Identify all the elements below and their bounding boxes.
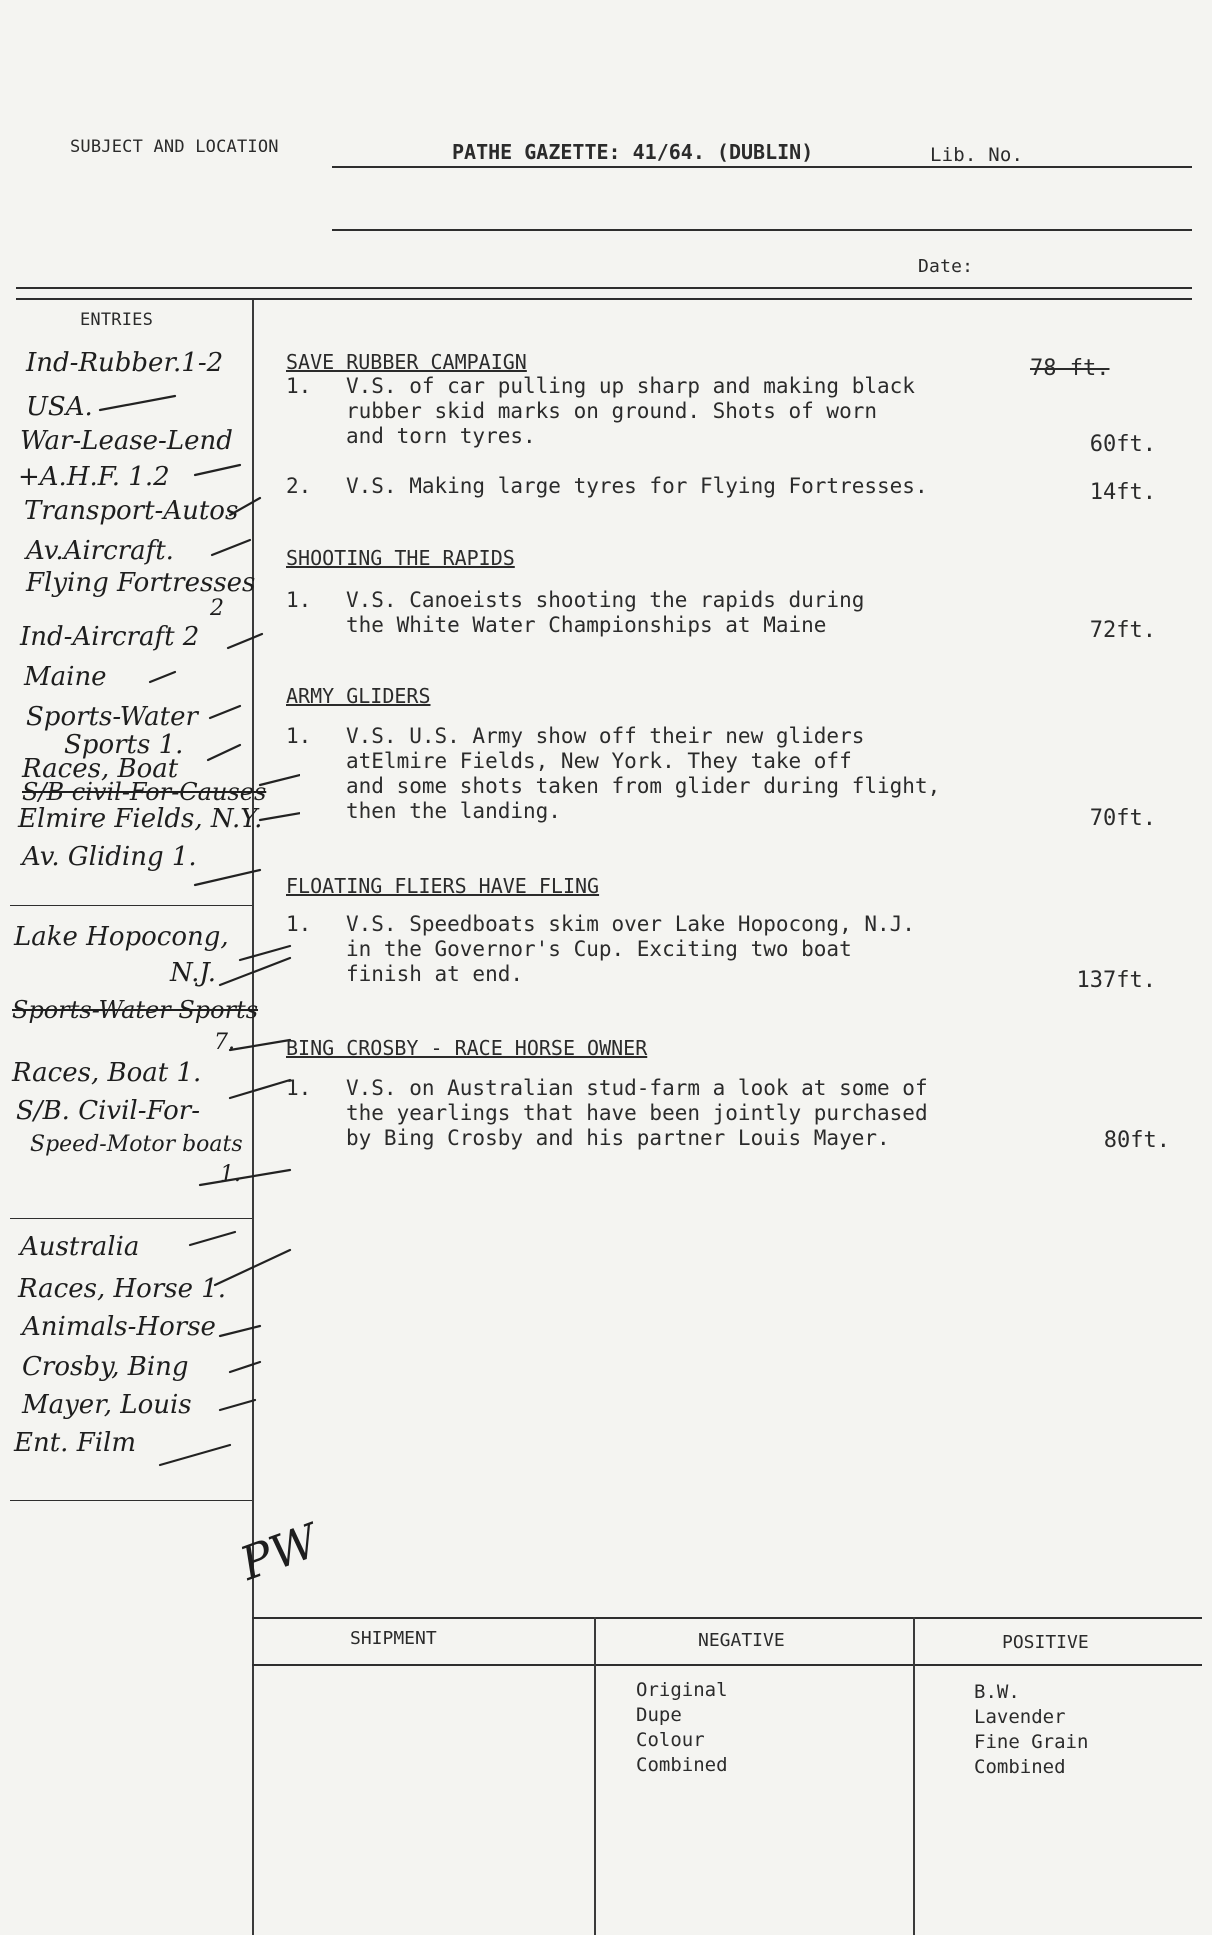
crossed-footage: 78 ft.	[1030, 356, 1110, 381]
item-length: 14ft.	[1089, 480, 1156, 505]
section-heading: FLOATING FLIERS HAVE FLING	[286, 874, 600, 898]
footer-divider-2	[913, 1617, 915, 1935]
footer-header-rule	[252, 1664, 1202, 1666]
item-description: V.S. of car pulling up sharp and making black rubber skid marks on ground. Shots of worn and torn tyres.	[346, 374, 915, 448]
item-length: 80ft.	[1103, 1128, 1170, 1153]
positive-option: Combined	[974, 1756, 1066, 1778]
lib-no-label: Lib. No.	[930, 144, 1024, 166]
negative-option: Dupe	[636, 1704, 682, 1726]
handwritten-entry: +A.H.F. 1.2	[18, 462, 170, 492]
handwritten-entry: Races, Boat	[22, 754, 179, 784]
negative-option: Original	[636, 1679, 728, 1701]
handwritten-entry: N.J.	[170, 958, 217, 988]
handwritten-entry: Av.Aircraft.	[26, 536, 174, 566]
handwritten-entry-struck: S/B civil-For-Causes	[22, 778, 267, 806]
positive-option: Fine Grain	[974, 1731, 1089, 1753]
handwritten-entry: Animals-Horse	[22, 1312, 216, 1342]
item-number: 1.	[286, 588, 312, 612]
entries-label: ENTRIES	[80, 310, 154, 330]
handwritten-entry: S/B. Civil-For-	[16, 1096, 201, 1126]
entries-group-divider	[10, 1500, 252, 1501]
handwritten-entry: Lake Hopocong,	[14, 922, 229, 952]
item-length: 137ft.	[1076, 968, 1156, 993]
handwritten-entry: Ent. Film	[14, 1428, 137, 1458]
section-heading: SHOOTING THE RAPIDS	[286, 546, 515, 570]
item-length: 72ft.	[1089, 618, 1156, 643]
footer-top-rule	[252, 1617, 1202, 1619]
item-number: 1.	[286, 374, 312, 398]
item-number: 1.	[286, 1076, 312, 1100]
handwritten-entry: 2	[210, 596, 224, 621]
handwritten-entry: Ind-Aircraft 2	[20, 622, 200, 652]
handwritten-entry: Races, Horse 1.	[18, 1274, 227, 1304]
handwritten-entry: Maine	[24, 662, 107, 692]
handwritten-entry: Australia	[20, 1232, 140, 1262]
section-heading: BING CROSBY - RACE HORSE OWNER	[286, 1036, 648, 1060]
handwritten-entry: Mayer, Louis	[22, 1390, 192, 1420]
section-heading: ARMY GLIDERS	[286, 684, 431, 708]
negative-options	[636, 1678, 728, 1778]
item-description: V.S. U.S. Army show off their new gliders atElmire Fields, New York. They take off and some shots taken from glider during flight, then the landing.	[346, 724, 941, 823]
handwritten-entry: Speed-Motor boats	[30, 1132, 243, 1157]
item-description: V.S. Speedboats skim over Lake Hopocong, N.J. in the Governor's Cup. Exciting two boat finish at end.	[346, 912, 915, 986]
positive-options	[974, 1680, 1088, 1780]
section-heading: SAVE RUBBER CAMPAIGN	[286, 350, 527, 374]
handwritten-entry: Av. Gliding 1.	[22, 842, 197, 872]
second-rule	[332, 229, 1192, 231]
date-label: Date:	[918, 256, 974, 277]
negative-option: Colour	[636, 1729, 705, 1751]
handwritten-entry: 1.	[220, 1162, 241, 1187]
document-title: PATHE GAZETTE: 41/64. (DUBLIN)	[452, 140, 814, 164]
footer-divider-1	[594, 1617, 596, 1935]
positive-option: Lavender	[974, 1706, 1066, 1728]
item-number: 1.	[286, 912, 312, 936]
handwritten-entry: Elmire Fields, N.Y.	[18, 804, 263, 834]
item-number: 2.	[286, 474, 312, 498]
handwritten-entry: Sports 1.	[64, 730, 184, 760]
negative-label: NEGATIVE	[698, 1630, 785, 1651]
initials-signature: PW	[233, 1513, 326, 1591]
item-description: V.S. on Australian stud-farm a look at some of the yearlings that have been jointly purchased by Bing Crosby and his partner Louis Mayer.	[346, 1076, 928, 1150]
item-description: V.S. Making large tyres for Flying Fortresses.	[346, 474, 928, 498]
handwritten-entry: 7.	[214, 1030, 235, 1055]
handwritten-entry: Ind-Rubber.1-2	[26, 348, 224, 378]
handwritten-entry: USA.	[26, 392, 93, 422]
tick-marks	[0, 0, 300, 1500]
item-description: V.S. Canoeists shooting the rapids during the White Water Championships at Maine	[346, 588, 865, 637]
subject-label: SUBJECT AND LOCATION	[70, 137, 279, 157]
handwritten-entry: War-Lease-Lend	[20, 426, 233, 456]
positive-option: B.W.	[974, 1681, 1020, 1703]
item-number: 1.	[286, 724, 312, 748]
handwritten-entry: Flying Fortresses	[26, 568, 256, 598]
handwritten-entry-struck: Sports-Water Sports	[12, 996, 259, 1024]
item-length: 70ft.	[1089, 806, 1156, 831]
item-length: 60ft.	[1089, 432, 1156, 457]
handwritten-entry: Crosby, Bing	[22, 1352, 189, 1382]
handwritten-entry: Transport-Autos	[24, 496, 239, 526]
handwritten-entry: Sports-Water	[26, 702, 198, 732]
handwritten-entry: Races, Boat 1.	[12, 1058, 202, 1088]
positive-label: POSITIVE	[1002, 1632, 1089, 1653]
shipment-label: SHIPMENT	[350, 1628, 437, 1649]
subject-underline	[332, 166, 1192, 168]
negative-option: Combined	[636, 1754, 728, 1776]
